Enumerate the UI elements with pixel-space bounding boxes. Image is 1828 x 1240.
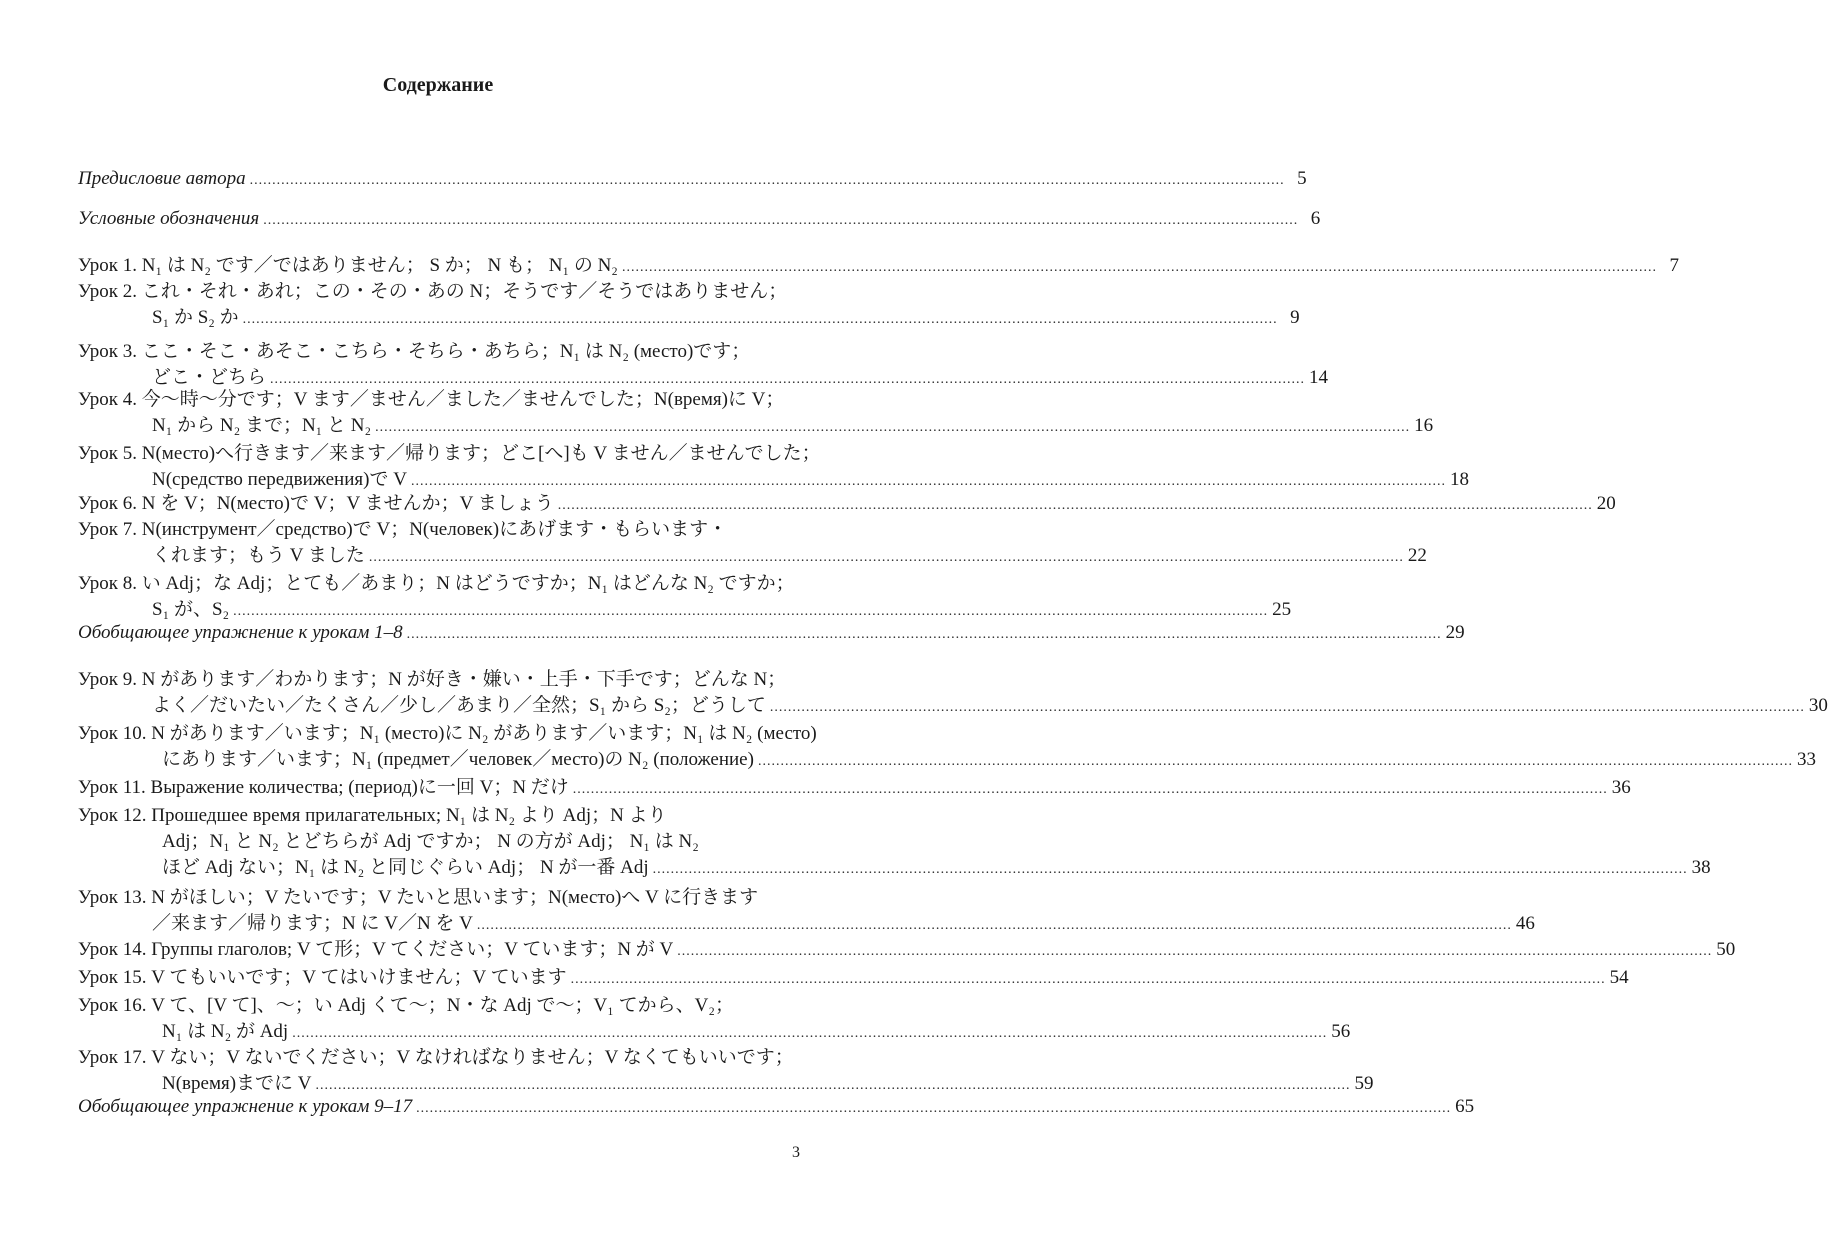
toc-entry[interactable] [78,168,1307,194]
dot-leader [558,498,1593,514]
toc-line [78,384,802,410]
dot-leader [250,173,1285,189]
toc-line [78,410,1434,436]
toc-entry-text: Урок 7. N(инструмент／средство)で V；N(человек)にあげます・もらいます・ [78,519,728,540]
toc-entry-text: くれます；もう V ました [152,545,365,566]
toc-entry-text: Урок 5. N(место)へ行きます／来ます／帰ります；どこ[へ]も V ません／ませんでした； [78,443,821,464]
toc-entry-text: にあります／います；N₁ (предмет／человек／место)の N₂ (положение) [162,749,754,770]
toc-entry-text: Обобщающее упражнение к урокам 1–8 [78,622,403,643]
dot-leader [369,550,1404,566]
toc-entry-text: Урок 12. Прошедшее время прилагательных; N₁ は N₂ より Adj；N より [78,805,667,826]
toc-entry[interactable] [78,514,1427,566]
toc-line [78,934,1736,960]
toc-line [78,568,802,594]
toc-entry-text: Предисловие автора [78,168,246,189]
dot-leader [233,604,1268,620]
toc-page-number: 65 [1455,1096,1475,1117]
toc-entry[interactable] [78,568,1292,620]
toc-entry-text: N(время)までに V [162,1073,312,1094]
toc-line [78,1068,1374,1094]
toc-line [78,800,802,826]
toc-entry-text: S₁ か S₂ か [152,307,239,328]
toc-page-number: 50 [1716,939,1736,960]
toc-entry[interactable] [78,990,1351,1042]
toc-line [78,718,817,744]
dot-leader [292,1026,1327,1042]
toc-entry-text: Обобщающее упражнение к урокам 9–17 [78,1096,413,1117]
toc-line [78,276,802,302]
dot-leader [416,1101,1451,1117]
toc-entry[interactable] [78,800,1711,878]
toc-line [78,438,821,464]
toc-line [78,336,802,362]
dot-leader [653,862,1688,878]
toc-line [78,488,1616,514]
toc-page-number: 54 [1609,967,1629,988]
toc-entry-text: Урок 8. い Adj；な Adj；とても／あまり；N はどうですか；N₁ はどんな N₂ ですか； [78,573,795,594]
toc-line [78,208,1321,234]
toc-entry-text: Урок 17. V ない；V ないでください；V なければなりません；V なくてもいいです； [78,1047,794,1068]
toc-entry[interactable] [78,772,1631,798]
toc-entry[interactable] [78,336,1329,388]
toc-page-number: 30 [1808,695,1828,716]
toc-entry-text: Урок 1. N₁ は N₂ です／ではありません； S か； N も； N₁ の N₂ [78,255,618,276]
toc-line [78,690,1828,716]
dot-leader [477,918,1512,934]
dot-leader [263,213,1298,229]
toc-entry[interactable] [78,962,1629,988]
toc-page-number: 25 [1272,599,1292,620]
dot-leader [770,700,1805,716]
toc-entry[interactable] [78,1042,1374,1094]
toc-page-number: 22 [1407,545,1427,566]
toc-entry[interactable] [78,882,1535,934]
toc-line [78,1042,802,1068]
toc-entry-text: N₁ は N₂ が Adj [162,1021,289,1042]
toc-entry[interactable] [78,488,1616,514]
toc-entry-text: Урок 3. ここ・そこ・あそこ・こちら・そちら・あちら；N₁ は N₂ (место)です； [78,341,751,362]
toc-entry[interactable] [78,1096,1475,1122]
toc-line [78,622,1465,648]
toc-entry-text: どこ・どちら [152,367,267,388]
dot-leader [622,260,1657,276]
toc-page-number: 18 [1449,469,1469,490]
toc-page-number: 7 [1669,255,1679,276]
dot-leader [573,782,1608,798]
toc-page-number: 33 [1796,749,1816,770]
toc-line [78,772,1631,798]
toc-line [78,302,1300,328]
toc-entry[interactable] [78,664,1828,716]
toc-entry[interactable] [78,276,1300,328]
toc-entry-text: S₁ が、S₂ [152,599,230,620]
toc-entry-text: N(средство передвижения)で V [152,469,407,490]
toc-line [78,168,1307,194]
toc-entry-text: よく／だいたい／たくさん／少し／あまり／全然；S₁ から S₂；どうして [152,695,766,716]
toc-page-number: 59 [1354,1073,1374,1094]
toc-page-number: 29 [1445,622,1465,643]
toc-line [78,514,802,540]
toc-entry-text: Урок 15. V てもいいです；V てはいけません；V ています [78,967,567,988]
toc-page-number: 16 [1414,415,1434,436]
dot-leader [758,754,1793,770]
toc-line [78,540,1427,566]
toc-entry[interactable] [78,384,1434,436]
dot-leader [375,420,1410,436]
toc-page-number: 6 [1310,208,1321,229]
toc-entry-text: Урок 13. N がほしい；V たいです；V たいと思います；N(место)へ V に行きます [78,887,759,908]
toc-page-number: 20 [1596,493,1616,514]
toc-entry-text: Урок 16. V て、[V て]、〜；い Adj くて〜；N・な Adj で〜；V₁ てから、V₂； [78,995,734,1016]
dot-leader [316,1078,1351,1094]
toc-page-number: 36 [1611,777,1631,798]
dot-leader [243,312,1278,328]
toc-line [78,464,1469,490]
toc-page-number: 5 [1297,168,1307,189]
toc-entry-text: Урок 10. N があります／います；N₁ (место)に N₂ があります／います；N₁ は N₂ (место) [78,723,817,744]
toc-entry-text: Урок 9. N があります／わかります；N が好き・嫌い・上手・下手です；どんな N； [78,669,787,690]
toc-line [78,594,1292,620]
toc-line [78,1096,1475,1122]
toc-line [78,908,1535,934]
toc-entry-text: N₁ から N₂ まで；N₁ と N₂ [152,415,372,436]
toc-entry-text: Условные обозначения [78,208,260,229]
toc-line [78,882,802,908]
page-title: Содержание [382,74,494,96]
toc-entry-text: Урок 6. N を V；N(место)で V；V ませんか；V ましょう [78,493,554,514]
toc-entry[interactable] [78,934,1736,960]
toc-page-number: 56 [1331,1021,1351,1042]
toc-line [78,852,1711,878]
toc-line [78,1016,1351,1042]
toc-entry[interactable] [78,718,1816,770]
toc-entry[interactable] [78,208,1321,234]
page-number: 3 [792,1144,800,1161]
dot-leader [407,627,1442,643]
toc-line [78,744,1816,770]
toc-entry-text: Adj；N₁ と N₂ とどちらが Adj ですか； N の方が Adj； N₁ は N₂ [162,831,699,852]
toc-entry[interactable] [78,438,1469,490]
toc-entry[interactable] [78,250,1679,276]
dot-leader [571,972,1606,988]
toc-entry-text: Урок 4. 今〜時〜分です；V ます／ません／ました／ませんでした；N(время)に V； [78,389,785,410]
dot-leader [677,944,1712,960]
toc-page-number: 14 [1309,367,1329,388]
toc-entry-text: Урок 11. Выражение количества; (период)に一回 V；N だけ [78,777,569,798]
toc-line [78,664,802,690]
toc-entry[interactable] [78,622,1465,648]
toc-line [78,250,1679,276]
toc-line [78,826,802,852]
toc-entry-text: Урок 14. Группы глаголов; V て形；V てください；V ています；N が V [78,939,674,960]
toc-page-number: 46 [1515,913,1535,934]
toc-page-number: 38 [1691,857,1711,878]
toc-entry-text: ほど Adj ない；N₁ は N₂ と同じぐらい Adj； N が一番 Adj [162,857,649,878]
toc-line [78,990,802,1016]
toc-page-number: 9 [1290,307,1300,328]
toc-entry-text: ／来ます／帰ります；N に V／N を V [152,913,473,934]
toc-entry-text: Урок 2. これ・それ・あれ；この・その・あの N；そうです／そうではありません； [78,281,788,302]
toc-line [78,962,1629,988]
